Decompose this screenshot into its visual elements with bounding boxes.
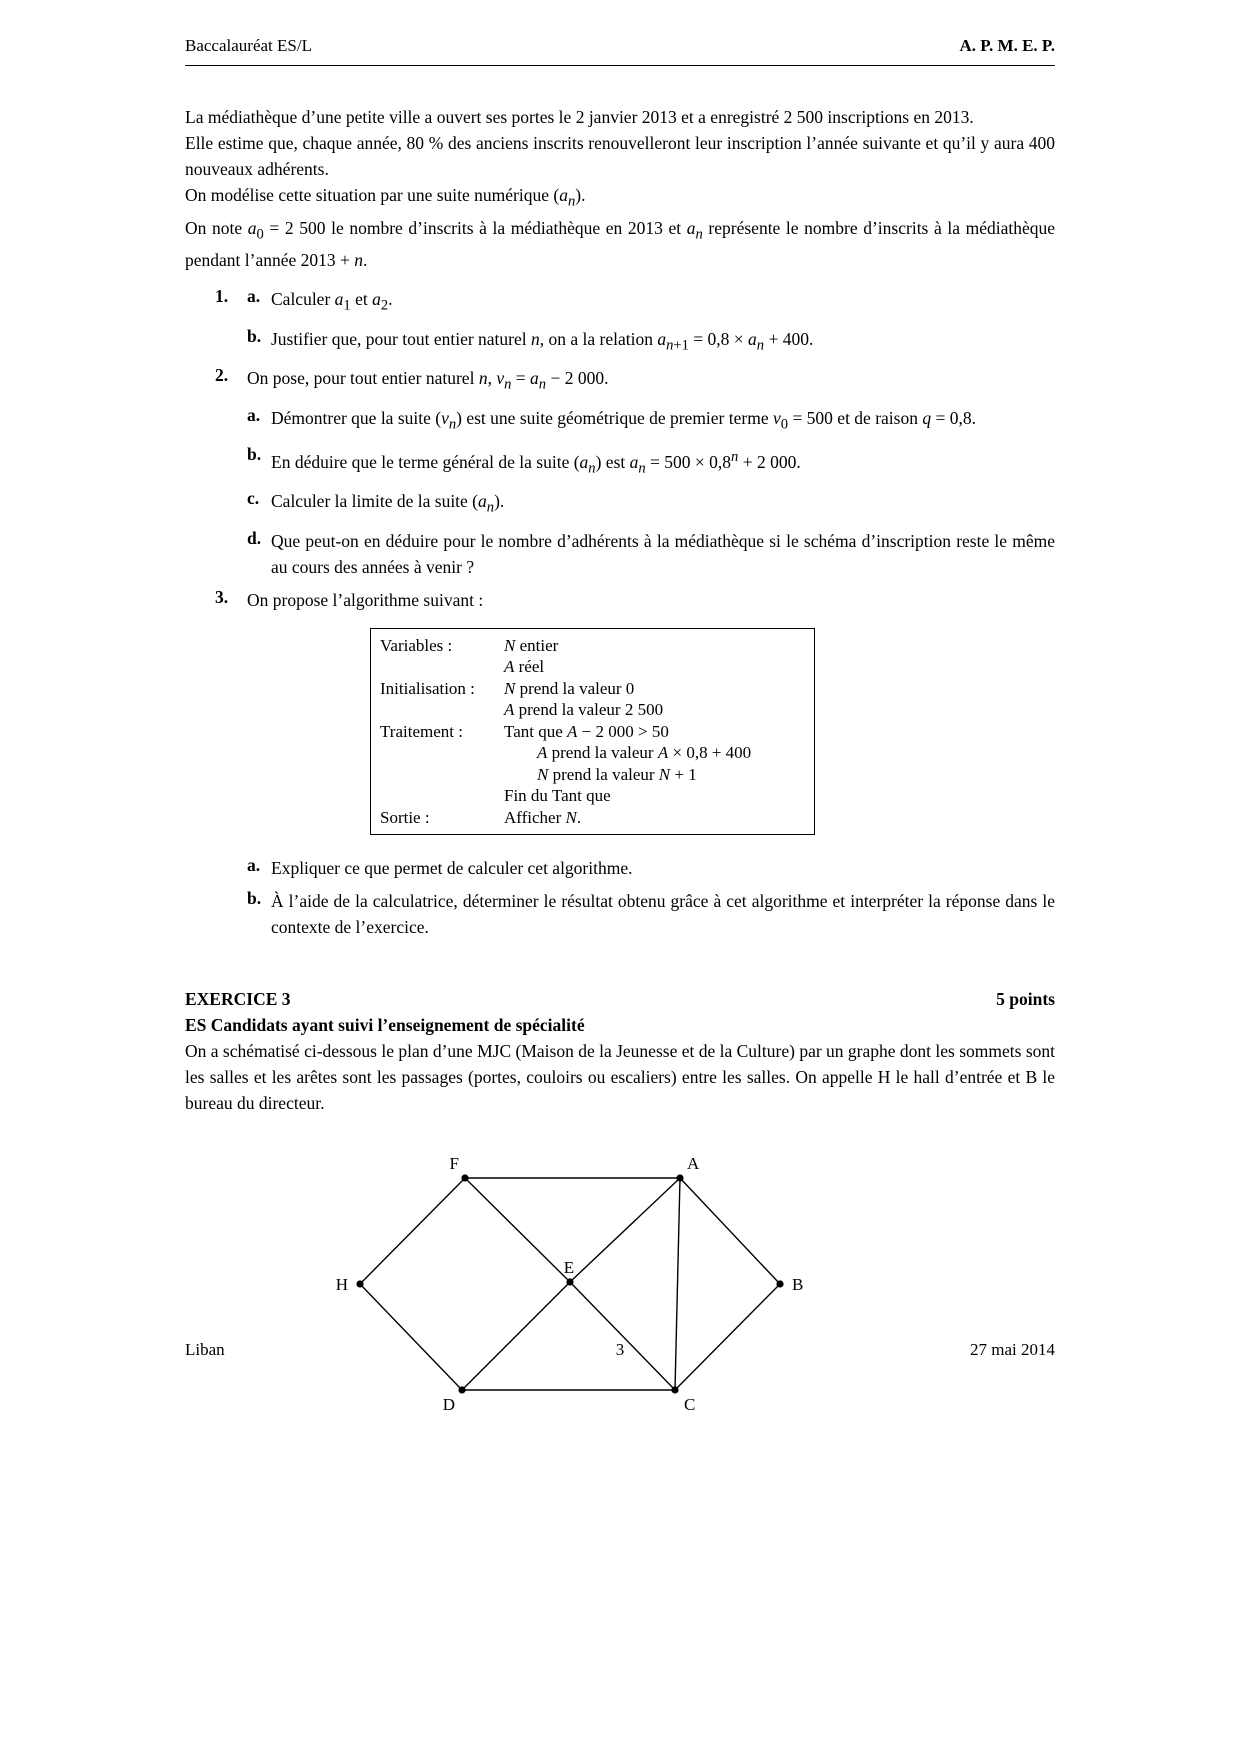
- exercice3-heading: [185, 986, 1055, 1012]
- exercice3-intro: On a schématisé ci-dessous le plan d’une MJC (Maison de la Jeunesse et de la Culture) par un graphe dont les sommets sont les salles et les arêtes sont les passages (portes, couloirs ou escaliers) entre les salles. On appelle H le hall d’entrée et B le bureau du directeur.: [185, 1041, 1055, 1114]
- question-2d: [247, 528, 1055, 580]
- edge-E-C: [570, 1282, 675, 1390]
- algorithm-row: Sortie : Afficher N.: [380, 807, 582, 827]
- question-3a-text: Expliquer ce que permet de calculer cet algorithme.: [271, 858, 633, 879]
- question-3-marker: 3.: [215, 586, 229, 607]
- graph-node-H: [356, 1281, 363, 1288]
- question-2b: [247, 444, 1055, 481]
- edge-H-F: [360, 1178, 465, 1284]
- question-3b-marker: b.: [247, 888, 262, 909]
- question-1a-text: Calculer $a_1$ et $a_2$.: [271, 289, 393, 314]
- graph-node-label-B: B: [792, 1275, 804, 1295]
- question-2d-text: Que peut-on en déduire pour le nombre d’adhérents à la médiathèque si le schéma d’inscription reste le même au cours des années à venir ?: [271, 530, 1055, 577]
- question-2b-marker: b.: [247, 444, 262, 464]
- algorithm-row: A prend la valeur A × 0,8 + 400: [537, 743, 752, 763]
- question-3-intro: On propose l’algorithme suivant :: [247, 589, 484, 610]
- exercice3-points: 5 points: [996, 989, 1055, 1010]
- question-1a: [247, 286, 1055, 319]
- exercice3-subtitle: ES Candidats ayant suivi l’enseignement de spécialité: [185, 1015, 585, 1036]
- question-2a: [247, 405, 1055, 438]
- question-1b-text: Justifier que, pour tout entier naturel n, on a la relation $a_{n+1} = 0,8 \times a_n + 400$.: [271, 328, 814, 353]
- question-3: [215, 587, 1055, 941]
- intro-paragraph-2: Elle estime que, chaque année, 80 % des anciens inscrits renouvelleront leur inscription l’année suivante et qu’il y aura 400 nouveaux adhérents.: [185, 133, 1055, 179]
- algorithm-row: A prend la valeur 2 500: [504, 700, 664, 720]
- graph-node-label-F: F: [449, 1154, 459, 1174]
- algorithm-row: N prend la valeur N + 1: [537, 764, 697, 784]
- question-2-intro: On pose, pour tout entier naturel n, $v_n = a_n - 2$ 000.: [247, 368, 609, 393]
- mjc-graph: [285, 1130, 825, 1420]
- question-3a: [247, 855, 1055, 881]
- question-2a-text: Démontrer que la suite $(v_n)$ est une suite géométrique de premier terme $v_0 = 500$ et de raison q = 0,8.: [271, 407, 976, 432]
- question-2d-marker: d.: [247, 527, 262, 548]
- question-1-marker: 1.: [215, 286, 229, 306]
- header-exam-name: Baccalauréat ES/L: [185, 36, 312, 55]
- graph-node-label-H: H: [335, 1275, 348, 1295]
- intro-paragraph-4: On note $a_0 = 2$ 500 le nombre d’inscrits à la médiathèque en 2013 et $a_n$ représente le nombre d’inscrits à la médiathèque pendant l’année 2013 + n.: [185, 217, 1055, 270]
- graph-node-B: [776, 1281, 783, 1288]
- header-organisation: A. P. M. E. P.: [959, 36, 1055, 55]
- algorithm-box: [370, 628, 815, 836]
- question-2c: [247, 488, 1055, 521]
- edge-A-B: [680, 1178, 780, 1284]
- graph-node-C: [671, 1387, 678, 1394]
- edge-H-D: [360, 1284, 462, 1390]
- question-1b-marker: b.: [247, 325, 262, 346]
- question-3b: [247, 888, 1055, 940]
- exercice3-title: EXERCICE 3: [185, 989, 291, 1010]
- intro-paragraph-1: La médiathèque d’une petite ville a ouvert ses portes le 2 janvier 2013 et a enregistré 2 500 inscriptions en 2013.: [185, 107, 974, 127]
- graph-node-E: [566, 1279, 573, 1286]
- question-1b: [247, 326, 1055, 359]
- graph-node-label-E: E: [563, 1258, 575, 1278]
- question-3b-text: À l’aide de la calculatrice, déterminer le résultat obtenu grâce à cet algorithme et interpréter la réponse dans le contexte de l’exercice.: [271, 891, 1055, 938]
- graph-node-label-A: A: [687, 1154, 700, 1174]
- question-2-marker: 2.: [215, 365, 229, 385]
- exercise-questions: [185, 286, 1055, 940]
- page-header: [185, 36, 1055, 66]
- question-2c-text: Calculer la limite de la suite $(a_n)$.: [271, 491, 505, 516]
- graph-node-D: [458, 1387, 465, 1394]
- footer-page-number: 3: [615, 1340, 625, 1359]
- algorithm-row: Initialisation : N prend la valeur 0: [380, 678, 635, 698]
- algorithm-row: Traitement : Tant que A − 2 000 > 50: [380, 721, 669, 741]
- question-2a-marker: a.: [247, 404, 261, 425]
- question-3a-marker: a.: [247, 855, 261, 876]
- question-1a-marker: a.: [247, 286, 261, 306]
- algorithm-row: Variables : N entier: [380, 635, 559, 655]
- page-body: [185, 104, 1055, 1425]
- algorithm-row: Fin du Tant que: [504, 786, 611, 806]
- question-1: [215, 286, 1055, 358]
- algorithm-row: A réel: [504, 657, 545, 677]
- graph-node-A: [676, 1175, 683, 1182]
- graph-node-label-D: D: [442, 1395, 455, 1415]
- footer-place: Liban: [185, 1340, 225, 1359]
- edge-E-D: [462, 1282, 570, 1390]
- question-2c-marker: c.: [247, 488, 260, 509]
- graph-figure: [285, 1130, 1055, 1425]
- question-2b-text: En déduire que le terme général de la suite $(a_n)$ est $a_n = 500 \times 0,8^n + 2$ 000.: [271, 449, 801, 477]
- graph-node-F: [461, 1175, 468, 1182]
- edge-A-E: [570, 1178, 680, 1282]
- edge-F-E: [465, 1178, 570, 1282]
- page-footer: [185, 1340, 1055, 1360]
- footer-date: 27 mai 2014: [970, 1340, 1055, 1359]
- edge-C-B: [675, 1284, 780, 1390]
- intro-paragraph-3: On modélise cette situation par une suite numérique $(a_n)$.: [185, 185, 586, 210]
- graph-node-label-C: C: [684, 1395, 696, 1415]
- question-2: [215, 365, 1055, 580]
